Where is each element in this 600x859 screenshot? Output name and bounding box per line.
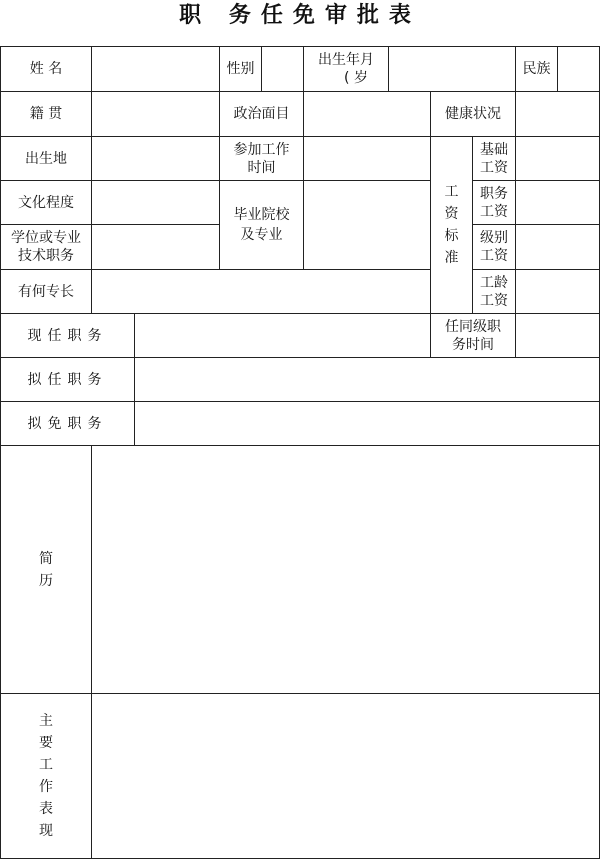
label-current-position: 现任职务 — [0, 313, 135, 358]
label-work-start: 参加工作 时间 — [219, 136, 304, 181]
label-gender: 性别 — [219, 46, 262, 92]
label-base-salary: 基础 工资 — [472, 136, 516, 181]
main-performance-field[interactable] — [91, 693, 600, 859]
birth-date-field[interactable] — [388, 46, 516, 92]
label-degree: 学位或专业 技术职务 — [0, 224, 92, 270]
political-status-field[interactable] — [303, 91, 431, 137]
education-field[interactable] — [91, 180, 220, 225]
native-place-field[interactable] — [91, 91, 220, 137]
label-proposed-appointment: 拟任职务 — [0, 357, 135, 402]
same-level-time-field[interactable] — [515, 313, 600, 358]
specialty-field[interactable] — [91, 269, 431, 314]
label-grade-salary: 级别 工资 — [472, 224, 516, 270]
gender-field[interactable] — [261, 46, 304, 92]
label-position-salary: 职务 工资 — [472, 180, 516, 225]
degree-field[interactable] — [91, 224, 220, 270]
proposed-removal-field[interactable] — [134, 401, 600, 446]
label-salary-standard: 工 资 标 准 — [430, 136, 473, 314]
label-specialty: 有何专长 — [0, 269, 92, 314]
label-birth-date: 出生年月 ( 岁 — [303, 46, 389, 92]
label-name: 姓 名 — [0, 46, 92, 92]
health-field[interactable] — [515, 91, 600, 137]
label-education: 文化程度 — [0, 180, 92, 225]
label-ethnicity: 民族 — [515, 46, 558, 92]
ethnicity-field[interactable] — [557, 46, 600, 92]
proposed-appointment-field[interactable] — [134, 357, 600, 402]
seniority-salary-field[interactable] — [515, 269, 600, 314]
name-field[interactable] — [91, 46, 220, 92]
form-title: 职 务任免审批表 — [179, 3, 421, 28]
label-school-major: 毕业院校 及专业 — [219, 180, 304, 270]
work-start-field[interactable] — [303, 136, 431, 181]
label-birthplace: 出生地 — [0, 136, 92, 181]
grade-salary-field[interactable] — [515, 224, 600, 270]
label-main-performance: 主 要 工 作 表 现 — [0, 693, 92, 859]
base-salary-field[interactable] — [515, 136, 600, 181]
current-position-field[interactable] — [134, 313, 431, 358]
label-seniority-salary: 工龄 工资 — [472, 269, 516, 314]
school-major-field[interactable] — [303, 180, 431, 270]
label-health: 健康状况 — [430, 91, 516, 137]
label-same-level-time: 任同级职 务时间 — [430, 313, 516, 358]
birthplace-field[interactable] — [91, 136, 220, 181]
label-resume: 简 历 — [0, 445, 92, 694]
position-salary-field[interactable] — [515, 180, 600, 225]
resume-field[interactable] — [91, 445, 600, 694]
label-proposed-removal: 拟免职务 — [0, 401, 135, 446]
label-political-status: 政治面目 — [219, 91, 304, 137]
label-native-place: 籍 贯 — [0, 91, 92, 137]
